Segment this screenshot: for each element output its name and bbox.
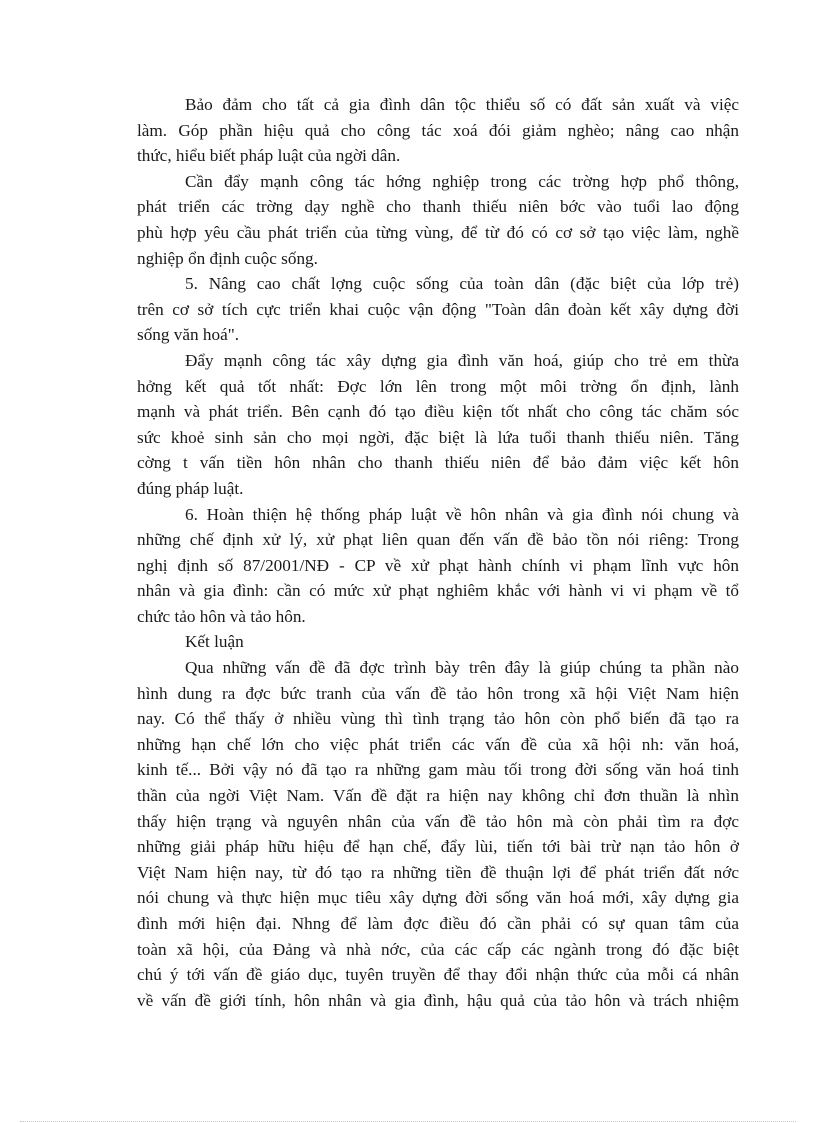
text-line: nghị định số 87/2001/NĐ - CP về xử phạt hành chính vi phạm lĩnh vực hôn	[137, 555, 739, 575]
text-line: chức tảo hôn và tảo hôn.	[137, 606, 306, 626]
text-line: Việt Nam hiện nay, từ đó tạo ra những tiền đề thuận lợi để phát triển đất nớc	[137, 862, 739, 882]
text-line: phù hợp yêu cầu phát triển của từng vùng, để từ đó có cơ sở tạo việc làm, nghề	[137, 222, 739, 242]
text-line: Bảo đảm cho tất cả gia đình dân tộc thiểu số có đất sản xuất và việc	[185, 95, 739, 114]
text-line: thần của ngời Việt Nam. Vấn đề đặt ra hiện nay không chỉ đơn thuần là nhìn	[137, 786, 739, 806]
text-line: nói chung và thực hiện mục tiêu xây dựng đời sống văn hoá mới, xây dựng gia	[137, 888, 739, 908]
text-line: sống văn hoá".	[137, 325, 240, 345]
text-line: phát triển các trờng dạy nghề cho thanh thiếu niên bớc vào tuổi lao động	[137, 197, 739, 217]
text-line: trên cơ sở tích cực triển khai cuộc vận động "Toàn dân đoàn kết xây dựng đời	[137, 299, 739, 319]
text-line: Kết luận	[185, 632, 244, 652]
text-line: chú ý tới vấn đề giáo dục, tuyên truyền để thay đổi nhận thức của mỗi cá nhân	[137, 965, 739, 985]
text-line: đình mới hiện đại. Nhng để làm đợc điều đó cần phải có sự quan tâm của	[137, 914, 739, 933]
paragraph-p2	[137, 169, 739, 271]
text-line: 5. Nâng cao chất lợng cuộc sống của toàn dân (đặc biệt của lớp trẻ)	[185, 274, 739, 294]
paragraph-p4	[137, 348, 739, 502]
paragraph-p1	[137, 92, 739, 169]
text-line: về vấn đề giới tính, hôn nhân và gia đình, hậu quả của tảo hôn và trách nhiệm	[137, 990, 739, 1010]
text-line: thấy hiện trạng và nguyên nhân của vấn đề tảo hôn mà còn phải tìm ra đợc	[137, 811, 739, 831]
text-line: hởng kết quả tốt nhất: Đợc lớn lên trong một môi trờng ổn định, lành	[137, 376, 739, 396]
text-line: Đẩy mạnh công tác xây dựng gia đình văn hoá, giúp cho trẻ em thừa	[185, 350, 739, 370]
text-line: toàn xã hội, của Đảng và nhà nớc, của các cấp các ngành trong đó đặc biệt	[137, 939, 739, 959]
paragraph-p7	[137, 655, 739, 1013]
text-line: hình dung ra đợc bức tranh của vấn đề tảo hôn trong xã hội Việt Nam hiện	[137, 683, 739, 703]
text-line: Cần đẩy mạnh công tác hớng nghiệp trong các trờng hợp phổ thông,	[185, 171, 739, 191]
text-line: nhân và gia đình: cần có mức xử phạt nghiêm khắc với hành vi vi phạm về tổ	[137, 581, 739, 601]
document-body	[137, 92, 739, 1013]
text-line: sức khoẻ sinh sản cho mọi ngời, đặc biệt là lứa tuổi thanh thiếu niên. Tăng	[137, 427, 739, 447]
paragraph-p6	[137, 629, 739, 655]
text-line: nghiệp ổn định cuộc sống.	[137, 248, 318, 268]
text-line: cờng t vấn tiền hôn nhân cho thanh thiếu niên để bảo đảm việc kết hôn	[137, 453, 739, 473]
text-line: thức, hiểu biết pháp luật của ngời dân.	[137, 146, 401, 166]
paragraph-p5	[137, 502, 739, 630]
text-line: đúng pháp luật.	[137, 478, 244, 498]
text-line: làm. Góp phần hiệu quả cho công tác xoá đói giảm nghèo; nâng cao nhận	[137, 120, 739, 140]
text-line: 6. Hoàn thiện hệ thống pháp luật về hôn nhân và gia đình nói chung và	[185, 504, 739, 524]
text-line: kinh tế... Bởi vậy nó đã tạo ra những gam màu tối trong đời sống văn hoá tinh	[137, 760, 739, 780]
text-line: mạnh và phát triển. Bên cạnh đó tạo điều kiện tốt nhất cho công tác chăm sóc	[137, 402, 739, 422]
text-line: những chế định xử lý, xử phạt liên quan đến vấn đề bảo tồn nói riêng: Trong	[137, 530, 739, 550]
paragraph-p3	[137, 271, 739, 348]
text-line: Qua những vấn đề đã đợc trình bày trên đây là giúp chúng ta phần nào	[185, 658, 739, 678]
text-line: nay. Có thể thấy ở nhiều vùng thì tình trạng tảo hôn còn phổ biến đã tạo ra	[137, 709, 739, 729]
text-line: những hạn chế lớn cho việc phát triển các vấn đề của xã hội nh: văn hoá,	[137, 734, 739, 754]
page-bottom-divider	[20, 1121, 796, 1122]
text-line: những giải pháp hữu hiệu để hạn chế, đẩy lùi, tiến tới bài trừ nạn tảo hôn ở	[137, 837, 739, 857]
